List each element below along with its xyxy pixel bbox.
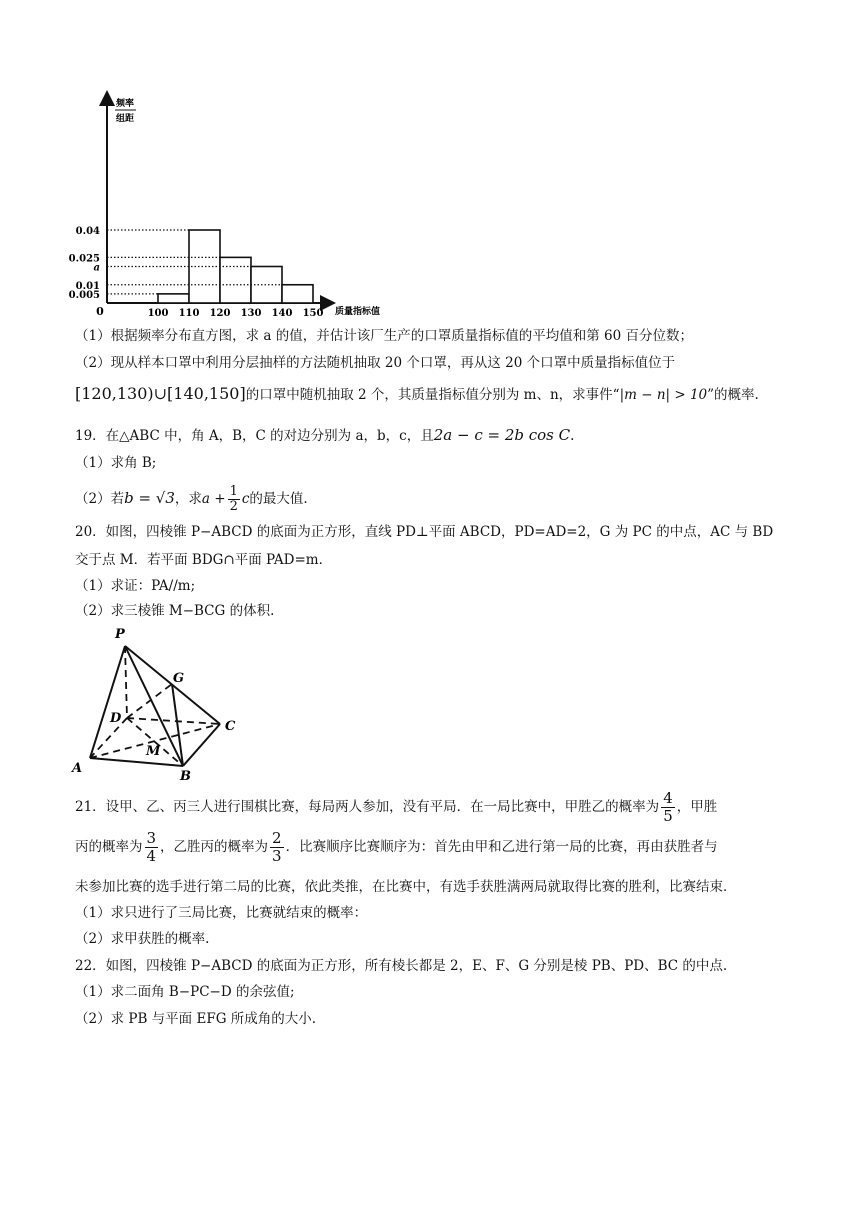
q19-stem — [75, 425, 574, 446]
q21-line1 — [75, 790, 717, 825]
q19-frac-den: 2 — [229, 499, 238, 514]
histogram-bar — [251, 267, 282, 304]
histogram-bar — [158, 294, 189, 303]
vertex-label-g: G — [173, 671, 185, 686]
y-axis-label-bottom: 组距 — [116, 114, 135, 124]
q21-part1: （1）求只进行了三局比赛，比赛就结束的概率： — [75, 905, 368, 921]
q21-line1-text: 21．设甲、乙、丙三人进行围棋比赛，每局两人参加，没有平局．在一局比赛中，甲胜乙的概率为 — [75, 799, 660, 815]
vertex-label-c: C — [225, 719, 236, 734]
x-tick-label: 110 — [178, 308, 200, 319]
frequency-histogram — [60, 90, 400, 320]
q18-text-mid: 的口罩中随机抽取 2 个，其质量指标值分别为 m、n，求事件“ — [245, 387, 620, 403]
vertex-label-a: A — [72, 761, 83, 776]
q21-frac1-num: 3 — [146, 829, 157, 847]
q21-frac2-num: 2 — [272, 829, 282, 847]
x-tick-label: 140 — [271, 308, 293, 319]
q22-part1: （1）求二面角 B−PC−D 的余弦值; — [75, 984, 295, 1000]
y-tick-label: 0.01 — [75, 280, 100, 292]
y-tick-label: 0.005 — [68, 289, 100, 301]
q22-part2: （2）求 PB 与平面 EFG 所成角的大小. — [75, 1011, 317, 1027]
q19-equation: 2a − c = 2b cos C — [433, 426, 571, 444]
q20-part1: （1）求证：PA//m; — [75, 578, 196, 594]
q19-stem-text: 19．在△ABC 中，角 A，B，C 的对边分别为 a，b，c，且 — [75, 428, 434, 444]
x-axis-label: 质量指标值 — [335, 307, 381, 317]
x-tick-label: 150 — [302, 308, 324, 319]
q20-part2: （2）求三棱锥 M−BCG 的体积. — [75, 603, 275, 619]
q21-line2-text-c: ．比赛顺序比赛顺序为：首先由甲和乙进行第一局的比赛，再由获胜者与 — [285, 839, 718, 855]
q18-part1: （1）根据频率分布直方图，求 a 的值，并估计该厂生产的口罩质量指标值的平均值和第 60 百分位数； — [75, 328, 693, 344]
q21-line3: 未参加比赛的选手进行第二局的比赛，依此类推，在比赛中，有选手获胜满两局就取得比赛的胜利，比赛结束． — [75, 879, 737, 895]
q21-frac-den: 5 — [663, 807, 673, 825]
x-tick-label: 120 — [209, 308, 231, 319]
q19-frac-num: 1 — [229, 484, 238, 499]
q19-expr-c: c — [241, 491, 250, 507]
q21-line2 — [75, 830, 718, 865]
q18-part2: （2）现从样本口罩中利用分层抽样的方法随机抽取 20 个口罩，再从这 20 个口罩中质量指标值位于 — [75, 355, 676, 371]
q19-part2-text-b: ，求 — [174, 491, 202, 507]
y-axis-label-top: 频率 — [116, 99, 135, 109]
q19-stem-end: . — [570, 428, 575, 444]
q20-stem-line2: 交于点 M．若平面 BDG∩平面 PAD=m． — [75, 552, 333, 568]
pyramid-figure — [70, 622, 250, 782]
y-tick-label: a — [93, 262, 100, 274]
q19-part2 — [75, 483, 308, 514]
q21-frac-4-5 — [661, 790, 675, 825]
q18-interval-set: [120,130)∪[140,150] — [75, 384, 246, 403]
q19-b-equation: b = √3 — [124, 489, 175, 507]
q21-line2-text-a: 丙的概率为 — [75, 839, 143, 855]
q19-part2-text-c: 的最大值. — [249, 491, 308, 507]
vertex-label-m: M — [146, 744, 161, 759]
q18-part2-continued — [75, 384, 759, 405]
q20-stem-line1: 20．如图，四棱锥 P−ABCD 的底面为正方形，直线 PD⊥平面 ABCD，PD=AD=2，G 为 PC 的中点，AC 与 BD — [75, 524, 774, 540]
y-tick-label: 0.025 — [68, 253, 100, 265]
q19-part2-text-a: （2）若 — [75, 491, 125, 507]
q18-text-end: ”的概率. — [707, 387, 759, 403]
q21-frac2-den: 3 — [272, 847, 282, 865]
x-tick-label: 130 — [240, 308, 262, 319]
y-tick-label: 0.04 — [75, 226, 100, 237]
vertex-label-b: B — [180, 769, 191, 782]
q21-part2: （2）求甲获胜的概率. — [75, 931, 210, 947]
histogram-bar — [189, 230, 220, 303]
vertex-label-d: D — [110, 711, 122, 726]
q19-part1: （1）求角 B; — [75, 455, 157, 471]
q21-frac-2-3 — [270, 830, 284, 865]
q22-stem: 22．如图，四棱锥 P−ABCD 的底面为正方形，所有棱长都是 2，E、F、G 分别是棱 PB、PD、BC 的中点. — [75, 958, 728, 974]
histogram-bar — [282, 285, 313, 303]
q21-frac-num: 4 — [663, 789, 673, 807]
q19-expr-a: a + — [201, 491, 226, 507]
histogram-bar — [220, 257, 251, 303]
q21-line2-text-b: ，乙胜丙的概率为 — [160, 839, 269, 855]
q19-fraction — [228, 485, 240, 514]
q21-frac1-den: 4 — [146, 847, 157, 865]
q18-expression: |m − n| > 10 — [619, 387, 708, 403]
q21-line1-end: ，甲胜 — [676, 799, 718, 815]
origin-label: 0 — [96, 305, 104, 318]
vertex-label-p: P — [115, 627, 125, 642]
q21-frac-3-4 — [145, 830, 159, 865]
x-tick-label: 100 — [147, 308, 169, 319]
